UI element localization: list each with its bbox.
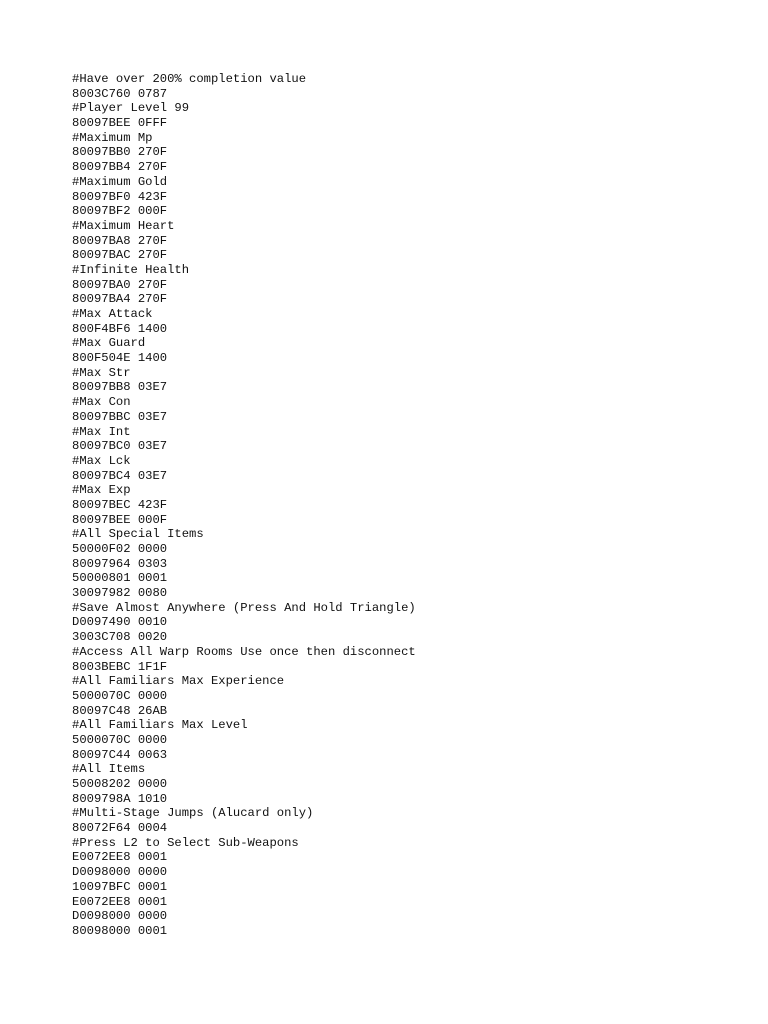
text-line: 80097C44 0063 [72,747,168,762]
text-line: 80097BB0 270F [72,145,168,160]
text-line: #Max Attack [72,307,153,321]
text-line: #Multi-Stage Jumps (Alucard only) [72,806,314,821]
text-line: D0098000 0000 [72,909,168,924]
text-line: 80097BB4 270F [72,160,168,175]
text-line: 5000070C 0000 [72,688,168,703]
text-line: 50000801 0001 [72,571,168,586]
text-line: 80097BA4 270F [72,292,168,307]
text-line: 50008202 0000 [72,777,168,791]
text-line: 80097BA0 270F [72,277,168,292]
text-line: 3003C708 0020 [72,630,168,645]
text-line: 8009798A 1010 [72,791,168,806]
text-line: 8003C760 0787 [72,86,168,101]
text-line: #Press L2 to Select Sub-Weapons [72,835,299,850]
text-line: 80097BBC 03E7 [72,409,168,424]
text-line: #Max Guard [72,336,146,351]
text-line: #Player Level 99 [72,101,190,116]
text-line: 5000070C 0000 [72,732,168,747]
text-line: 80097BC4 03E7 [72,468,168,483]
text-line: 10097BFC 0001 [72,879,168,894]
text-line: D0098000 0000 [72,865,168,880]
text-line: 8003BEBC 1F1F [72,659,168,674]
text-line: #Max Lck [72,453,131,468]
text-line: 50000F02 0000 [72,542,168,556]
text-line: #All Special Items [72,527,204,542]
text-line: 80072F64 0004 [72,821,168,836]
text-line: #All Items [72,762,146,777]
document-page [72,72,752,939]
text-line: #Maximum Heart [72,218,175,233]
text-line: 80097BEC 423F [72,497,168,512]
text-line: #Max Con [72,395,131,410]
text-line: 800F4BF6 1400 [72,321,168,336]
text-line: 80097BF2 000F [72,204,168,219]
text-line: 80097BAC 270F [72,248,168,263]
text-line: #All Familiars Max Experience [72,674,285,689]
text-line: 800F504E 1400 [72,351,168,366]
text-line: 80097BA8 270F [72,233,168,248]
text-line: #Max Str [72,365,131,380]
text-line: 80097BEE 000F [72,512,168,527]
text-line: 80097C48 26AB [72,703,168,718]
text-line: 80097BEE 0FFF [72,116,168,131]
text-line: #Infinite Health [72,262,190,277]
text-line: #Maximum Mp [72,130,153,145]
text-line: 80097BF0 423F [72,189,168,204]
text-line: #Max Exp [72,483,131,498]
text-line: #Save Almost Anywhere (Press And Hold Triangle) [72,600,416,615]
text-line: 80098000 0001 [72,923,168,938]
text-line: #Have over 200% completion value [72,72,307,86]
text-line: D0097490 0010 [72,615,168,630]
text-line: #All Familiars Max Level [72,718,248,733]
text-line: #Max Int [72,424,131,439]
text-line: 80097BC0 03E7 [72,439,168,454]
text-line: E0072EE8 0001 [72,894,168,909]
text-line: 80097964 0303 [72,556,168,571]
text-line: E0072EE8 0001 [72,850,168,865]
text-line: 80097BB8 03E7 [72,380,168,395]
text-line: #Access All Warp Rooms Use once then disconnect [72,644,416,659]
text-line: #Maximum Gold [72,174,168,189]
text-line: 30097982 0080 [72,586,168,601]
